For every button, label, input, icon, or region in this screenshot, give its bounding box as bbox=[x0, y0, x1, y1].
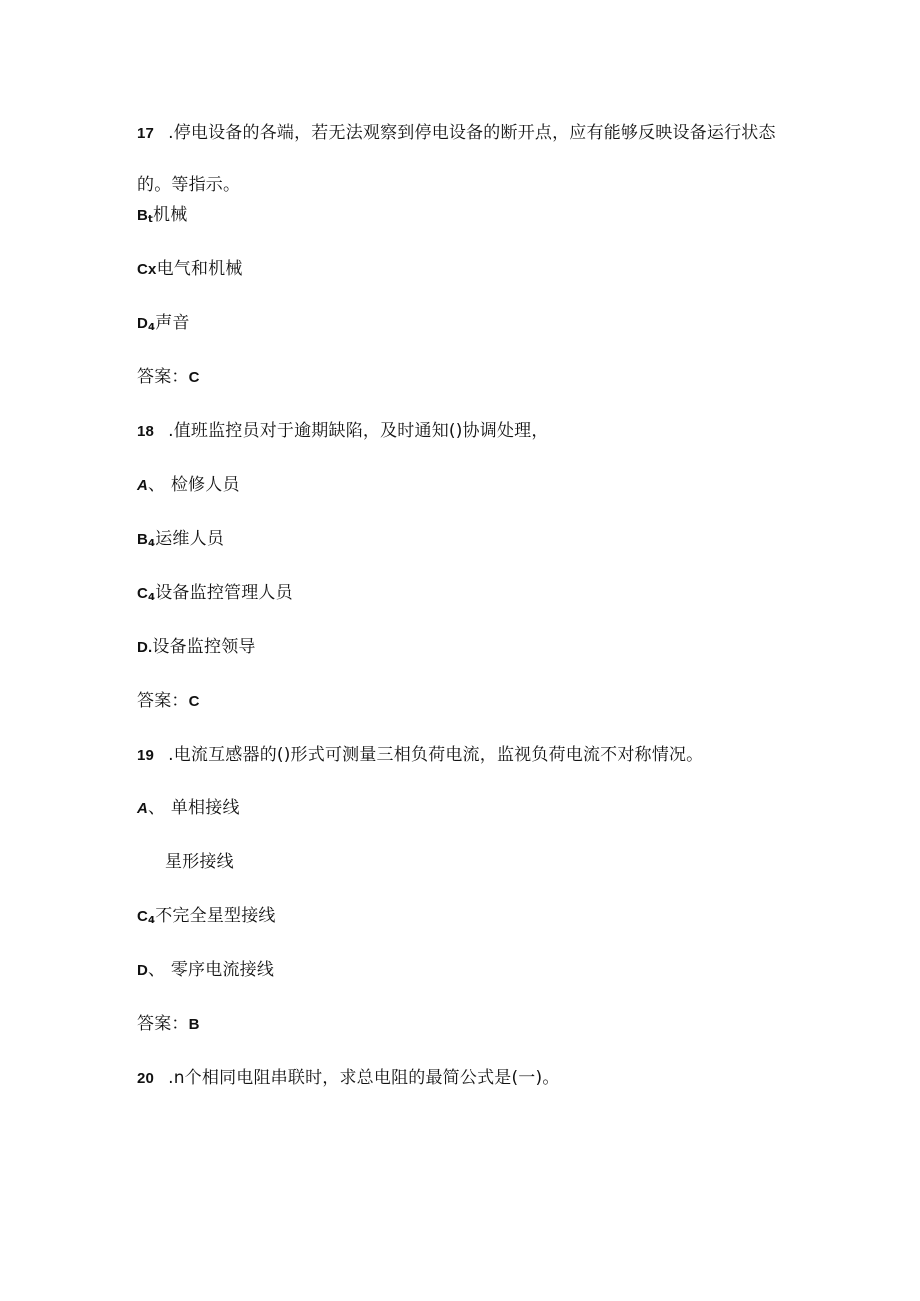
question-19-option-a: A、 单相接线 bbox=[137, 798, 240, 818]
question-text: 的。等指示。 bbox=[137, 175, 241, 195]
question-17-answer: 答案：C bbox=[137, 367, 200, 387]
question-18-answer: 答案：C bbox=[137, 691, 200, 711]
question-17-option-d: $D_4$声音 bbox=[137, 313, 190, 333]
question-18-option-d: D.设备监控领导 bbox=[137, 637, 256, 657]
question-19-answer: 答案：B bbox=[137, 1014, 200, 1034]
question-17-stem bbox=[137, 122, 776, 145]
question-text: .停电设备的各端，若无法观察到停电设备的断开点，应有能够反映设备运行状态 bbox=[168, 123, 776, 143]
question-18-option-a: A、 检修人员 bbox=[137, 475, 240, 495]
question-number: 17 bbox=[137, 125, 155, 142]
question-19-stem: 19 .电流互感器的()形式可测量三相负荷电流，监视负荷电流不对称情况。 bbox=[137, 745, 704, 765]
question-19-option-c: $C_4$不完全星型接线 bbox=[137, 906, 276, 926]
question-19-option-b: 星形接线 bbox=[165, 852, 234, 872]
question-17-stem-continued bbox=[137, 174, 240, 196]
question-18-stem: 18 .值班监控员对于逾期缺陷，及时通知()协调处理， bbox=[137, 421, 549, 441]
question-20-stem: 20 .n个相同电阻串联时，求总电阻的最简公式是(一)。 bbox=[137, 1068, 560, 1088]
question-17-option-b: $B_t$机械 bbox=[137, 205, 188, 225]
question-19-option-d: D、 零序电流接线 bbox=[137, 960, 275, 980]
question-18-option-b: $B_4$运维人员 bbox=[137, 529, 225, 549]
question-18-option-c: $C_4$设备监控管理人员 bbox=[137, 583, 293, 603]
question-17-option-c: Cx电气和机械 bbox=[137, 259, 243, 279]
